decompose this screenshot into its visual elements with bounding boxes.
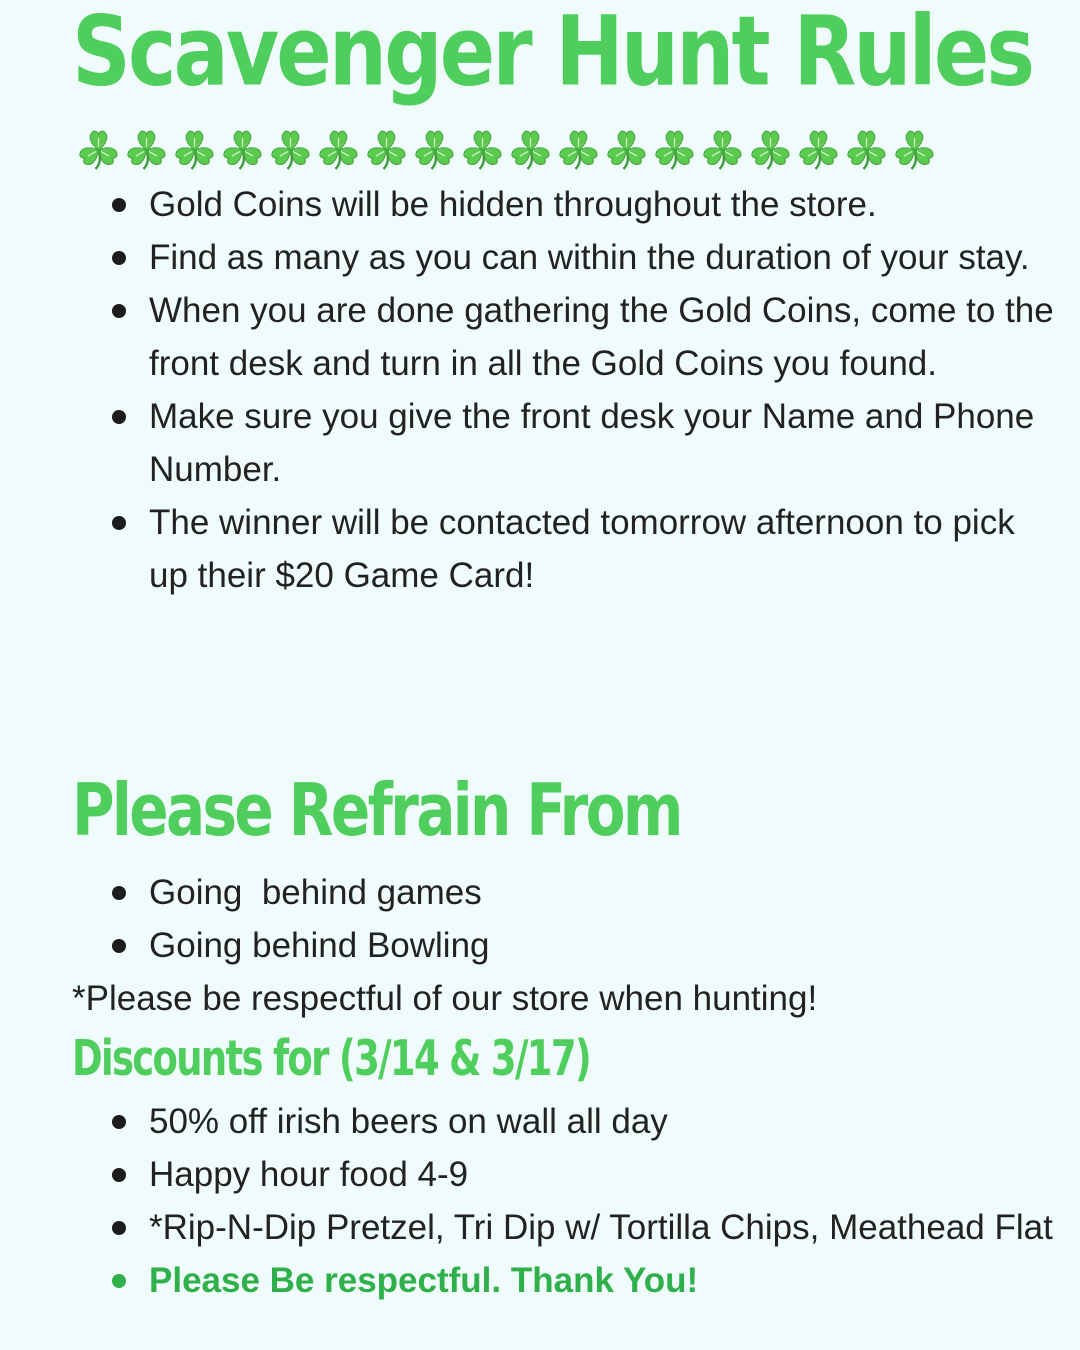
shamrock-icon bbox=[700, 130, 745, 172]
discount-text: Happy hour food 4-9 bbox=[149, 1155, 469, 1194]
shamrock-icon bbox=[556, 130, 601, 172]
bullet-icon bbox=[112, 1168, 126, 1182]
clover-divider bbox=[76, 130, 937, 172]
rule-item bbox=[0, 284, 1060, 390]
bullet-icon bbox=[112, 1221, 126, 1235]
shamrock-icon bbox=[364, 130, 409, 172]
rule-text: The winner will be contacted tomorrow afternoon to pick up their $20 Game Card! bbox=[149, 503, 1015, 595]
respect-note: *Please be respectful of our store when hunting! bbox=[72, 979, 818, 1018]
bullet-icon bbox=[112, 516, 126, 530]
shamrock-icon bbox=[172, 130, 217, 172]
refrain-item bbox=[0, 919, 1060, 972]
shamrock-icon bbox=[220, 130, 265, 172]
bullet-icon bbox=[112, 1274, 126, 1288]
refrain-text: Going behind games bbox=[149, 873, 482, 912]
bullet-icon bbox=[112, 886, 126, 900]
discount-list bbox=[0, 1095, 1060, 1307]
discount-item bbox=[0, 1095, 1060, 1148]
page-title: Scavenger Hunt Rules bbox=[72, 0, 1033, 108]
shamrock-icon bbox=[748, 130, 793, 172]
bullet-icon bbox=[112, 1115, 126, 1129]
rule-text: Make sure you give the front desk your Name and Phone Number. bbox=[149, 397, 1035, 489]
discounts-heading: Discounts for (3/14 & 3/17) bbox=[72, 1030, 591, 1088]
shamrock-icon bbox=[892, 130, 937, 172]
shamrock-icon bbox=[844, 130, 889, 172]
discount-text: *Rip-N-Dip Pretzel, Tri Dip w/ Tortilla Chips, Meathead Flat bbox=[149, 1208, 1053, 1247]
refrain-list bbox=[0, 866, 1060, 972]
shamrock-icon bbox=[124, 130, 169, 172]
rule-text: When you are done gathering the Gold Coins, come to the front desk and turn in all the Gold Coins you found. bbox=[149, 291, 1054, 383]
refrain-text: Going behind Bowling bbox=[149, 926, 490, 965]
shamrock-icon bbox=[508, 130, 553, 172]
rule-item bbox=[0, 178, 1060, 231]
discount-text: 50% off irish beers on wall all day bbox=[149, 1102, 668, 1141]
refrain-item bbox=[0, 866, 1060, 919]
discount-item bbox=[0, 1201, 1060, 1254]
bullet-icon bbox=[112, 939, 126, 953]
shamrock-icon bbox=[796, 130, 841, 172]
bullet-icon bbox=[112, 251, 126, 265]
shamrock-icon bbox=[268, 130, 313, 172]
bullet-icon bbox=[112, 410, 126, 424]
rule-text: Gold Coins will be hidden throughout the store. bbox=[149, 185, 877, 224]
bullet-icon bbox=[112, 304, 126, 318]
shamrock-icon bbox=[604, 130, 649, 172]
rule-item bbox=[0, 496, 1060, 602]
closing-item bbox=[0, 1254, 1060, 1307]
refrain-heading: Please Refrain From bbox=[72, 768, 681, 853]
rule-text: Find as many as you can within the duration of your stay. bbox=[149, 238, 1030, 277]
shamrock-icon bbox=[460, 130, 505, 172]
shamrock-icon bbox=[652, 130, 697, 172]
discount-item bbox=[0, 1148, 1060, 1201]
rule-item bbox=[0, 231, 1060, 284]
rules-list bbox=[0, 178, 1060, 602]
shamrock-icon bbox=[76, 130, 121, 172]
closing-text: Please Be respectful. Thank You! bbox=[149, 1261, 699, 1300]
bullet-icon bbox=[112, 198, 126, 212]
shamrock-icon bbox=[412, 130, 457, 172]
shamrock-icon bbox=[316, 130, 361, 172]
rule-item bbox=[0, 390, 1060, 496]
